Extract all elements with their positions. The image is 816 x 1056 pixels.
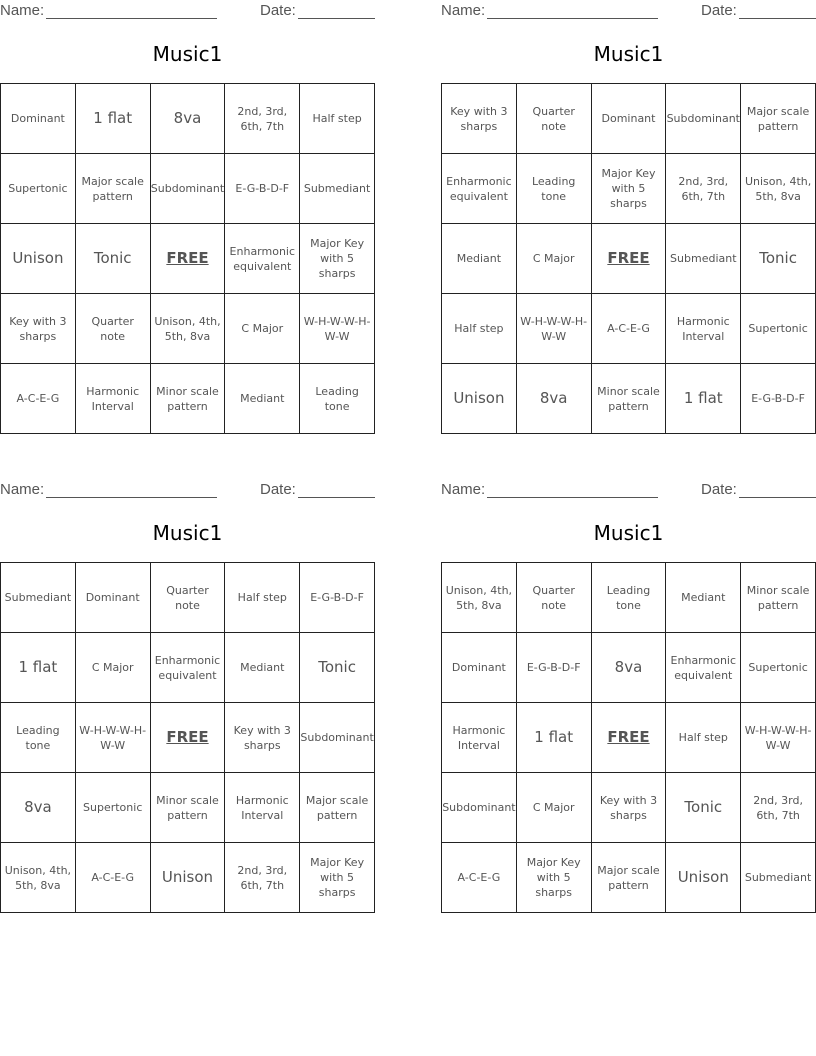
name-line[interactable] (46, 2, 217, 19)
bingo-cell: Tonic (666, 773, 741, 843)
bingo-cell: Unison, 4th, 5th, 8va (741, 154, 816, 224)
bingo-cell: Enharmonic equivalent (151, 633, 226, 703)
name-label: Name: (441, 481, 486, 498)
free-space: FREE (151, 224, 226, 294)
bingo-grid (0, 562, 375, 913)
bingo-card (0, 479, 375, 919)
bingo-cell: Major scale pattern (76, 154, 151, 224)
bingo-cell: Subdominant (151, 154, 226, 224)
bingo-grid (441, 83, 816, 434)
date-label: Date: (260, 481, 296, 498)
bingo-cell: Unison (442, 364, 517, 434)
bingo-cell: Submediant (741, 843, 816, 913)
bingo-cell: Half step (300, 84, 375, 154)
bingo-cell: Tonic (76, 224, 151, 294)
date-label: Date: (701, 481, 737, 498)
bingo-cell: Leading tone (1, 703, 76, 773)
bingo-cell: Leading tone (517, 154, 592, 224)
bingo-cell: Leading tone (300, 364, 375, 434)
card-header (441, 2, 816, 20)
bingo-cell: Supertonic (741, 633, 816, 703)
bingo-cell: A-C-E-G (1, 364, 76, 434)
bingo-cell: W-H-W-W-H-W-W (517, 294, 592, 364)
bingo-cell: Enharmonic equivalent (225, 224, 300, 294)
bingo-cell: A-C-E-G (76, 843, 151, 913)
name-label: Name: (0, 2, 45, 19)
bingo-cell: W-H-W-W-H-W-W (76, 703, 151, 773)
bingo-cell: Key with 3 sharps (225, 703, 300, 773)
bingo-cell: Quarter note (517, 563, 592, 633)
bingo-cell: Supertonic (1, 154, 76, 224)
bingo-cell: C Major (517, 773, 592, 843)
bingo-cell: Key with 3 sharps (592, 773, 667, 843)
bingo-cell: Harmonic Interval (666, 294, 741, 364)
bingo-grid (441, 562, 816, 913)
bingo-cell: E-G-B-D-F (300, 563, 375, 633)
bingo-cell: Unison (666, 843, 741, 913)
bingo-cell: Supertonic (741, 294, 816, 364)
bingo-cell: Minor scale pattern (151, 773, 226, 843)
name-label: Name: (0, 481, 45, 498)
bingo-cell: W-H-W-W-H-W-W (741, 703, 816, 773)
bingo-cell: Mediant (225, 364, 300, 434)
bingo-cell: Subdominant (300, 703, 375, 773)
bingo-card (441, 0, 816, 440)
bingo-cell: Harmonic Interval (442, 703, 517, 773)
bingo-cell: Major scale pattern (300, 773, 375, 843)
bingo-cell: Major scale pattern (592, 843, 667, 913)
bingo-cell: Enharmonic equivalent (666, 633, 741, 703)
date-line[interactable] (298, 481, 375, 498)
bingo-card (441, 479, 816, 919)
bingo-cell: C Major (225, 294, 300, 364)
bingo-cell: A-C-E-G (442, 843, 517, 913)
bingo-cell: Minor scale pattern (741, 563, 816, 633)
bingo-cell: 2nd, 3rd, 6th, 7th (741, 773, 816, 843)
bingo-cell: Quarter note (517, 84, 592, 154)
bingo-cell: Mediant (666, 563, 741, 633)
free-space: FREE (592, 703, 667, 773)
bingo-cell: Harmonic Interval (225, 773, 300, 843)
date-label: Date: (701, 2, 737, 19)
date-line[interactable] (739, 481, 816, 498)
bingo-cell: Leading tone (592, 563, 667, 633)
bingo-cell: Mediant (442, 224, 517, 294)
bingo-cell: Half step (225, 563, 300, 633)
name-line[interactable] (487, 481, 658, 498)
bingo-cell: Unison, 4th, 5th, 8va (151, 294, 226, 364)
card-title: Music1 (593, 521, 664, 545)
bingo-cell: 1 flat (517, 703, 592, 773)
bingo-cell: Dominant (1, 84, 76, 154)
bingo-grid (0, 83, 375, 434)
bingo-cell: Minor scale pattern (151, 364, 226, 434)
bingo-cell: C Major (76, 633, 151, 703)
bingo-cell: Tonic (300, 633, 375, 703)
bingo-cell: Half step (442, 294, 517, 364)
bingo-cell: Dominant (442, 633, 517, 703)
bingo-cell: E-G-B-D-F (225, 154, 300, 224)
bingo-cell: 1 flat (76, 84, 151, 154)
bingo-cell: 2nd, 3rd, 6th, 7th (666, 154, 741, 224)
bingo-cell: 1 flat (666, 364, 741, 434)
card-title: Music1 (593, 42, 664, 66)
name-line[interactable] (487, 2, 658, 19)
date-line[interactable] (739, 2, 816, 19)
bingo-cell: E-G-B-D-F (741, 364, 816, 434)
bingo-cell: Major Key with 5 sharps (300, 224, 375, 294)
card-header (441, 481, 816, 499)
bingo-cell: Quarter note (151, 563, 226, 633)
bingo-cell: Enharmonic equivalent (442, 154, 517, 224)
bingo-cell: Major Key with 5 sharps (517, 843, 592, 913)
bingo-cell: Tonic (741, 224, 816, 294)
free-space: FREE (151, 703, 226, 773)
bingo-cell: 2nd, 3rd, 6th, 7th (225, 84, 300, 154)
bingo-cell: Quarter note (76, 294, 151, 364)
card-title: Music1 (152, 42, 223, 66)
card-title: Music1 (152, 521, 223, 545)
bingo-cell: Unison (1, 224, 76, 294)
card-header (0, 2, 375, 20)
bingo-cell: Submediant (300, 154, 375, 224)
bingo-cell: Key with 3 sharps (442, 84, 517, 154)
date-line[interactable] (298, 2, 375, 19)
date-label: Date: (260, 2, 296, 19)
bingo-cell: Subdominant (442, 773, 517, 843)
bingo-cell: W-H-W-W-H-W-W (300, 294, 375, 364)
name-line[interactable] (46, 481, 217, 498)
bingo-cell: Submediant (666, 224, 741, 294)
bingo-cell: Major Key with 5 sharps (300, 843, 375, 913)
bingo-cell: 8va (592, 633, 667, 703)
bingo-cell: Unison, 4th, 5th, 8va (1, 843, 76, 913)
bingo-cell: Key with 3 sharps (1, 294, 76, 364)
bingo-cell: Major scale pattern (741, 84, 816, 154)
bingo-cell: 1 flat (1, 633, 76, 703)
bingo-cell: Harmonic Interval (76, 364, 151, 434)
bingo-cell: 2nd, 3rd, 6th, 7th (225, 843, 300, 913)
bingo-cell: E-G-B-D-F (517, 633, 592, 703)
free-space: FREE (592, 224, 667, 294)
bingo-cell: Subdominant (666, 84, 741, 154)
bingo-cell: Major Key with 5 sharps (592, 154, 667, 224)
bingo-cell: 8va (1, 773, 76, 843)
bingo-cell: Mediant (225, 633, 300, 703)
bingo-card (0, 0, 375, 440)
bingo-cell: 8va (151, 84, 226, 154)
bingo-cell: Half step (666, 703, 741, 773)
bingo-cell: Supertonic (76, 773, 151, 843)
name-label: Name: (441, 2, 486, 19)
bingo-cell: A-C-E-G (592, 294, 667, 364)
bingo-cell: Unison, 4th, 5th, 8va (442, 563, 517, 633)
bingo-cell: Dominant (592, 84, 667, 154)
bingo-cell: Submediant (1, 563, 76, 633)
card-header (0, 481, 375, 499)
bingo-cell: Minor scale pattern (592, 364, 667, 434)
bingo-cell: Unison (151, 843, 226, 913)
bingo-cell: C Major (517, 224, 592, 294)
bingo-cell: Dominant (76, 563, 151, 633)
bingo-cell: 8va (517, 364, 592, 434)
